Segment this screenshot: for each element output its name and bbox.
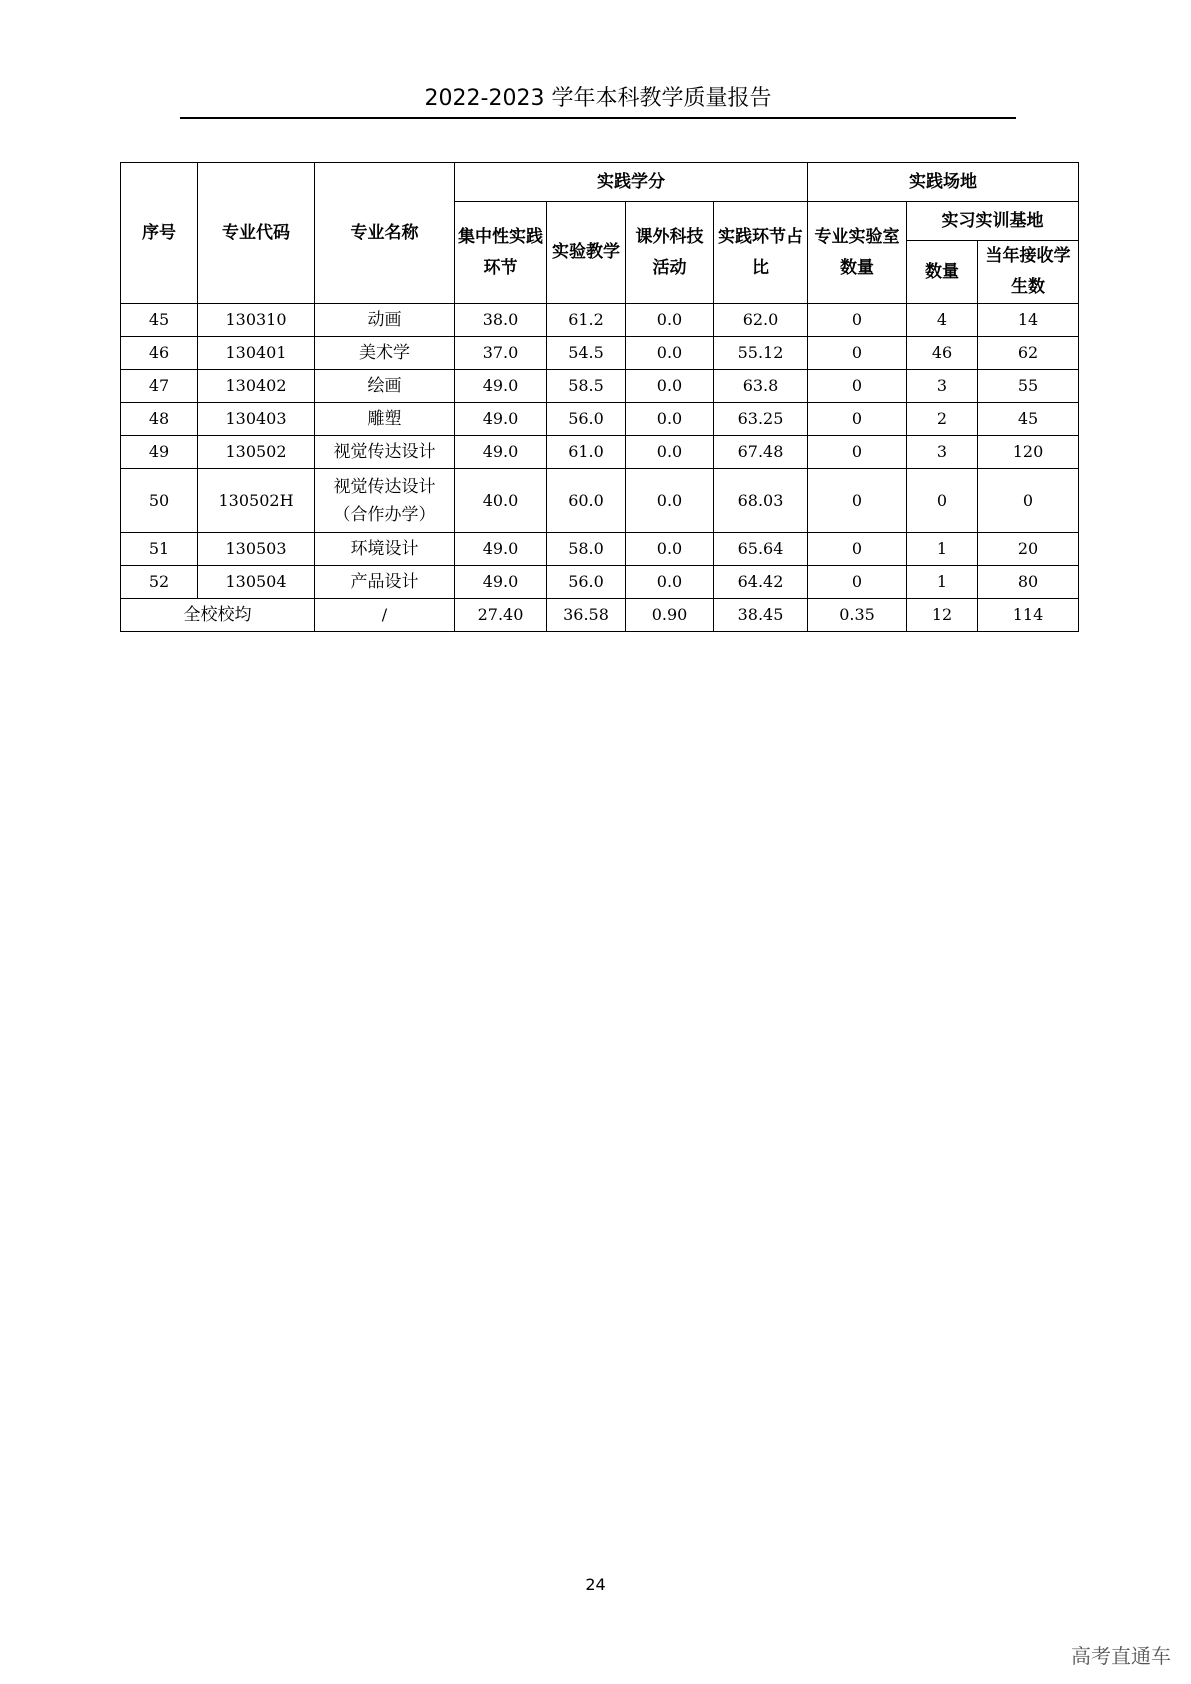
summary-row (121, 599, 1079, 632)
cell-name-line2: （合作办学） (333, 504, 436, 525)
cell-name: 雕塑 (315, 403, 455, 436)
cell-bases: 1 (907, 533, 978, 566)
cell-experiment: 58.0 (547, 533, 626, 566)
cell-name: 视觉传达设计 (315, 436, 455, 469)
practice-teaching-table (120, 162, 1079, 632)
col-header-students-received: 当年接收学生数 (978, 241, 1079, 304)
summary-ratio: 38.45 (714, 599, 808, 632)
page-number: 24 (585, 1575, 606, 1594)
cell-name: 产品设计 (315, 566, 455, 599)
summary-bases: 12 (907, 599, 978, 632)
cell-labs: 0 (808, 469, 907, 533)
cell-name: 绘画 (315, 370, 455, 403)
cell-bases: 2 (907, 403, 978, 436)
table-row (121, 337, 1079, 370)
cell-seq: 47 (121, 370, 198, 403)
col-header-practice-venue: 实践场地 (808, 163, 1079, 202)
cell-concentrated: 49.0 (455, 533, 547, 566)
cell-bases: 1 (907, 566, 978, 599)
summary-students: 114 (978, 599, 1079, 632)
cell-students: 0 (978, 469, 1079, 533)
cell-ratio: 63.8 (714, 370, 808, 403)
cell-labs: 0 (808, 533, 907, 566)
cell-code: 130402 (198, 370, 315, 403)
col-header-practice-ratio: 实践环节占比 (714, 202, 808, 304)
cell-ratio: 64.42 (714, 566, 808, 599)
cell-extracurricular: 0.0 (626, 403, 714, 436)
table-row (121, 469, 1079, 533)
cell-seq: 46 (121, 337, 198, 370)
cell-concentrated: 40.0 (455, 469, 547, 533)
cell-extracurricular: 0.0 (626, 370, 714, 403)
cell-name-line1: 视觉传达设计 (333, 476, 436, 497)
cell-extracurricular: 0.0 (626, 566, 714, 599)
cell-students: 20 (978, 533, 1079, 566)
cell-experiment: 56.0 (547, 566, 626, 599)
cell-code: 130503 (198, 533, 315, 566)
cell-seq: 51 (121, 533, 198, 566)
cell-concentrated: 38.0 (455, 304, 547, 337)
cell-ratio: 62.0 (714, 304, 808, 337)
cell-labs: 0 (808, 304, 907, 337)
summary-name: / (315, 599, 455, 632)
cell-extracurricular: 0.0 (626, 436, 714, 469)
cell-concentrated: 49.0 (455, 436, 547, 469)
cell-students: 55 (978, 370, 1079, 403)
cell-experiment: 54.5 (547, 337, 626, 370)
page-header-title: 2022-2023 学年本科教学质量报告 (424, 86, 772, 111)
cell-bases: 4 (907, 304, 978, 337)
header-rule (180, 117, 1016, 119)
table-row (121, 436, 1079, 469)
table-row (121, 370, 1079, 403)
cell-code: 130401 (198, 337, 315, 370)
cell-name: 环境设计 (315, 533, 455, 566)
col-header-code: 专业代码 (198, 163, 315, 304)
cell-seq: 45 (121, 304, 198, 337)
cell-name (315, 469, 455, 533)
cell-labs: 0 (808, 436, 907, 469)
col-header-concentrated: 集中性实践环节 (455, 202, 547, 304)
cell-experiment: 56.0 (547, 403, 626, 436)
summary-label: 全校校均 (121, 599, 315, 632)
cell-bases: 3 (907, 370, 978, 403)
table-row (121, 304, 1079, 337)
cell-experiment: 60.0 (547, 469, 626, 533)
col-header-practice-credits: 实践学分 (455, 163, 808, 202)
summary-experiment: 36.58 (547, 599, 626, 632)
col-header-seq: 序号 (121, 163, 198, 304)
cell-code: 130502 (198, 436, 315, 469)
col-header-base-count: 数量 (907, 241, 978, 304)
cell-labs: 0 (808, 337, 907, 370)
col-header-internship-base: 实习实训基地 (907, 202, 1079, 241)
col-header-lab-count: 专业实验室数量 (808, 202, 907, 304)
cell-extracurricular: 0.0 (626, 533, 714, 566)
watermark-text: 高考直通车 (1071, 1644, 1171, 1668)
cell-concentrated: 49.0 (455, 370, 547, 403)
cell-extracurricular: 0.0 (626, 337, 714, 370)
cell-labs: 0 (808, 403, 907, 436)
cell-seq: 52 (121, 566, 198, 599)
cell-ratio: 55.12 (714, 337, 808, 370)
cell-name: 美术学 (315, 337, 455, 370)
cell-concentrated: 49.0 (455, 566, 547, 599)
table-row (121, 533, 1079, 566)
cell-seq: 48 (121, 403, 198, 436)
summary-concentrated: 27.40 (455, 599, 547, 632)
table-row (121, 566, 1079, 599)
summary-extracurricular: 0.90 (626, 599, 714, 632)
cell-labs: 0 (808, 370, 907, 403)
cell-ratio: 68.03 (714, 469, 808, 533)
cell-bases: 0 (907, 469, 978, 533)
cell-ratio: 65.64 (714, 533, 808, 566)
cell-code: 130502H (198, 469, 315, 533)
cell-code: 130403 (198, 403, 315, 436)
cell-extracurricular: 0.0 (626, 469, 714, 533)
cell-extracurricular: 0.0 (626, 304, 714, 337)
cell-students: 80 (978, 566, 1079, 599)
col-header-experiment: 实验教学 (547, 202, 626, 304)
cell-experiment: 58.5 (547, 370, 626, 403)
cell-ratio: 63.25 (714, 403, 808, 436)
cell-ratio: 67.48 (714, 436, 808, 469)
cell-bases: 46 (907, 337, 978, 370)
cell-concentrated: 49.0 (455, 403, 547, 436)
cell-code: 130310 (198, 304, 315, 337)
cell-labs: 0 (808, 566, 907, 599)
col-header-name: 专业名称 (315, 163, 455, 304)
col-header-extracurricular: 课外科技活动 (626, 202, 714, 304)
cell-seq: 49 (121, 436, 198, 469)
cell-concentrated: 37.0 (455, 337, 547, 370)
cell-students: 45 (978, 403, 1079, 436)
cell-students: 62 (978, 337, 1079, 370)
cell-students: 120 (978, 436, 1079, 469)
cell-experiment: 61.0 (547, 436, 626, 469)
cell-bases: 3 (907, 436, 978, 469)
cell-seq: 50 (121, 469, 198, 533)
table-row (121, 403, 1079, 436)
cell-students: 14 (978, 304, 1079, 337)
summary-labs: 0.35 (808, 599, 907, 632)
cell-code: 130504 (198, 566, 315, 599)
cell-experiment: 61.2 (547, 304, 626, 337)
cell-name: 动画 (315, 304, 455, 337)
